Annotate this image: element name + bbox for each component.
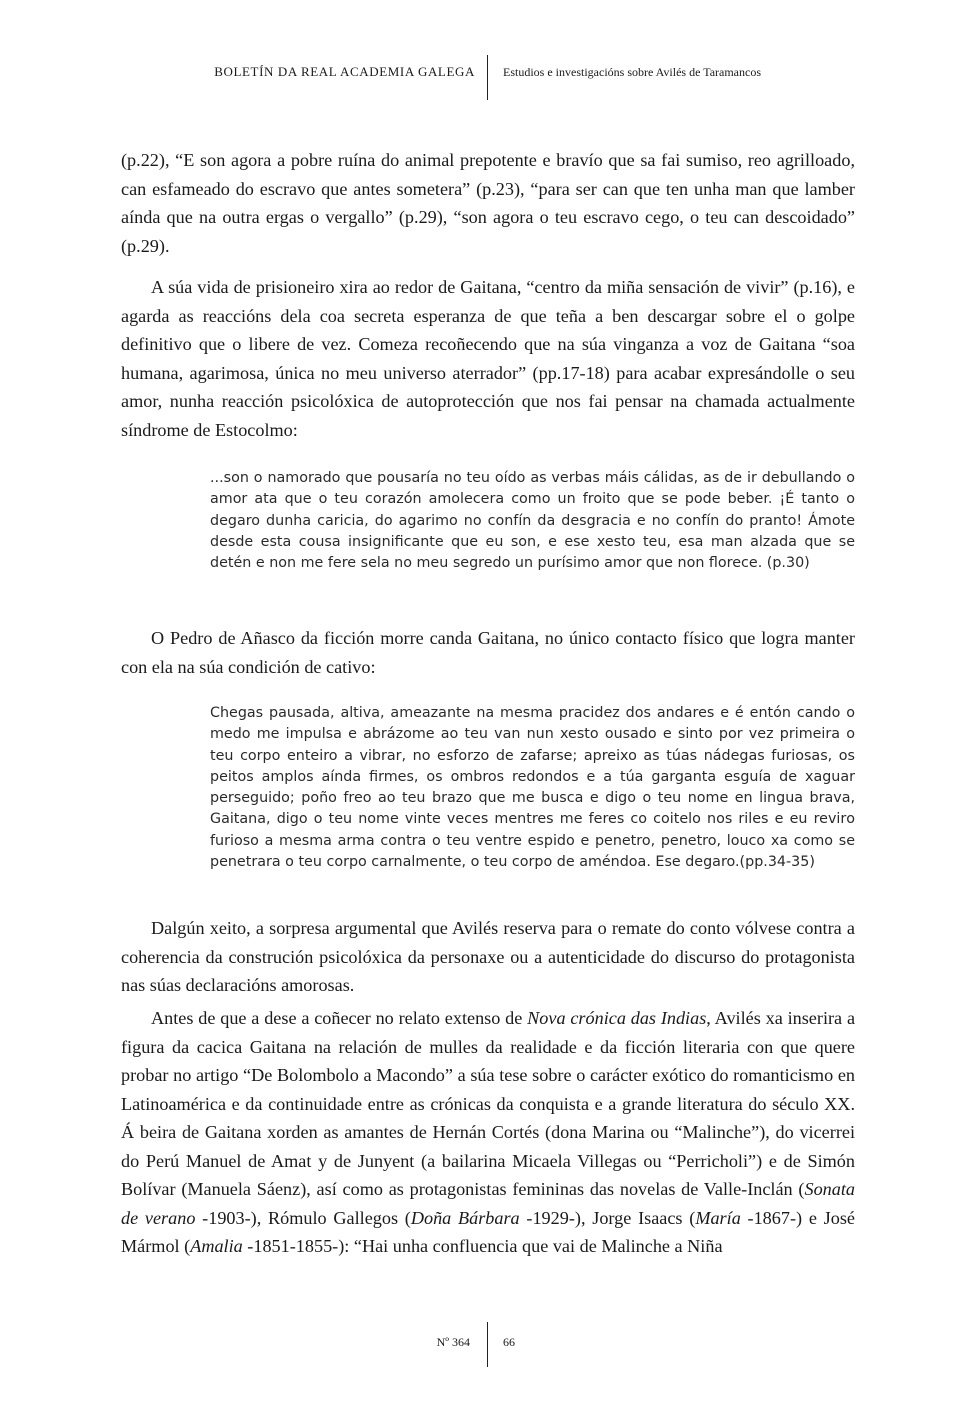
paragraph-5-text-2: , Avilés xa inserira a figura da cacica Gaitana na relación de mulles da realidade e da ficción literaria con que quere probar no artigo “De Bolombolo a Macondo” a súa tese sobre o carácter exótico do romanticismo en Latinoamérica e da continuidade entre as crónicas da conquista e a grande literatura do século XX. Á beira de Gaitana xorden as amantes de Hernán Cortés (dona Marina ou “Malinche”), do vicerrei do Perú Manuel de Amat y de Junyent (a bailarina Micaela Villegas ou “Perricholi”) e de Simón Bolívar (Manuela Sáenz), así como as protagonistas femininas das novelas de Valle-Inclán (	[121, 1008, 856, 1199]
paragraph-5-text-1: Antes de que a dese a coñecer no relato extenso de	[151, 1008, 528, 1028]
paragraph-5-text-6: -1851-1855-): “Hai unha confluencia que vai de Malinche a Niña	[242, 1236, 723, 1256]
paragraph-5-text-5: -1867-) e José Mármol (	[121, 1207, 855, 1256]
paragraph-4: Dalgún xeito, a sorpresa argumental que Avilés reserva para o remate do conto vólvese contra a coherencia da construción psicolóxica da personaxe ou a autenticidade do discurso do protagonista nas súas declaracións amorosas.	[121, 918, 855, 995]
book-title-sonata: Sonata de verano	[121, 1179, 855, 1228]
issue-number: Nº 364	[436, 1335, 470, 1349]
paragraph-1: (p.22), “E son agora a pobre ruína do animal prepotente e bravío que sa fai sumiso, reo agrilloado, can esfameado do escravo que antes sometera” (p.23), “para ser can que ten unha man que lamber aínda que na outra ergas o vergallo” (p.29), “son agora o teu escravo cego, o teu can descoidado” (p.29).	[121, 150, 855, 256]
page-number: 66	[503, 1335, 515, 1349]
journal-title: BOLETÍN DA REAL ACADEMIA GALEGA	[214, 64, 475, 79]
paragraph-5	[121, 1004, 855, 1261]
book-title-maria: María	[695, 1207, 741, 1228]
book-title-dona-barbara: Doña Bárbara	[410, 1207, 520, 1228]
footer-divider	[487, 1322, 488, 1367]
book-title-amalia: Amalia	[190, 1236, 243, 1256]
paragraph-5-text-4: -1929-), Jorge Isaacs (	[519, 1207, 696, 1228]
paragraph-3: O Pedro de Añasco da ficción morre canda Gaitana, no único contacto físico que logra manter con ela na súa condición de cativo:	[121, 628, 855, 677]
paragraph-2: A súa vida de prisioneiro xira ao redor de Gaitana, “centro da miña sensación de vivir” (p.16), e agarda as reaccións dela coa secreta esperanza de que teña a ben descargar sobre el o golpe definitivo que o libere de vez. Comeza recoñecendo que na súa vinganza a voz de Gaitana “soa humana, agarimosa, única no meu universo aterrador” (pp.17-18) para acabar expresándolle o seu amor, nunha reacción psicolóxica de autoprotección que nos fai pensar na chamada actualmente síndrome de Estocolmo:	[121, 277, 855, 440]
paragraph-5-text-3: -1903-), Rómulo Gallegos (	[195, 1207, 411, 1228]
section-title: Estudios e investigacións sobre Avilés de Taramancos	[503, 65, 761, 79]
header-divider	[487, 55, 488, 100]
book-title-nova-cronica: Nova crónica das Indias	[527, 1008, 707, 1028]
block-quote-1: ...son o namorado que pousaría no teu oído as verbas máis cálidas, as de ir debullando o amor ata que o teu corazón amolecera como un froito que se pode beber. ¡É tanto o degaro dunha caricia, do agarimo no confín da desgracia e no confín do pranto! Ámote desde esta cousa insignificante que eu son, e ese xesto teu, esa man alzada que se detén e non me fere sela no meu segredo un purísimo amor que non florece. (p.30)	[210, 470, 855, 572]
block-quote-2: Chegas pausada, altiva, ameazante na mesma pracidez dos andares e é entón cando o medo me impulsa e abrázome ao teu van nun xesto ousado e sinto por vez primeira o teu corpo enteiro a vibrar, no esforzo de zafarse; apreixo as túas nádegas furiosas, os peitos amplos aínda firmes, os ombros redondos e a túa garganta esguía de xaguar perseguido; poño freo ao teu brazo que me busca e digo o teu nome en lingua brava, Gaitana, digo o teu nome vinte veces mentres me feres co coitelo nos riles e eu revirо furioso a mesma arma contra o teu ventre espido e penetro, penetro, louco xa como se penetrara o teu corpo carnalmente, o teu corpo de améndoa. Ese degaro.(pp.34-35)	[210, 705, 855, 871]
